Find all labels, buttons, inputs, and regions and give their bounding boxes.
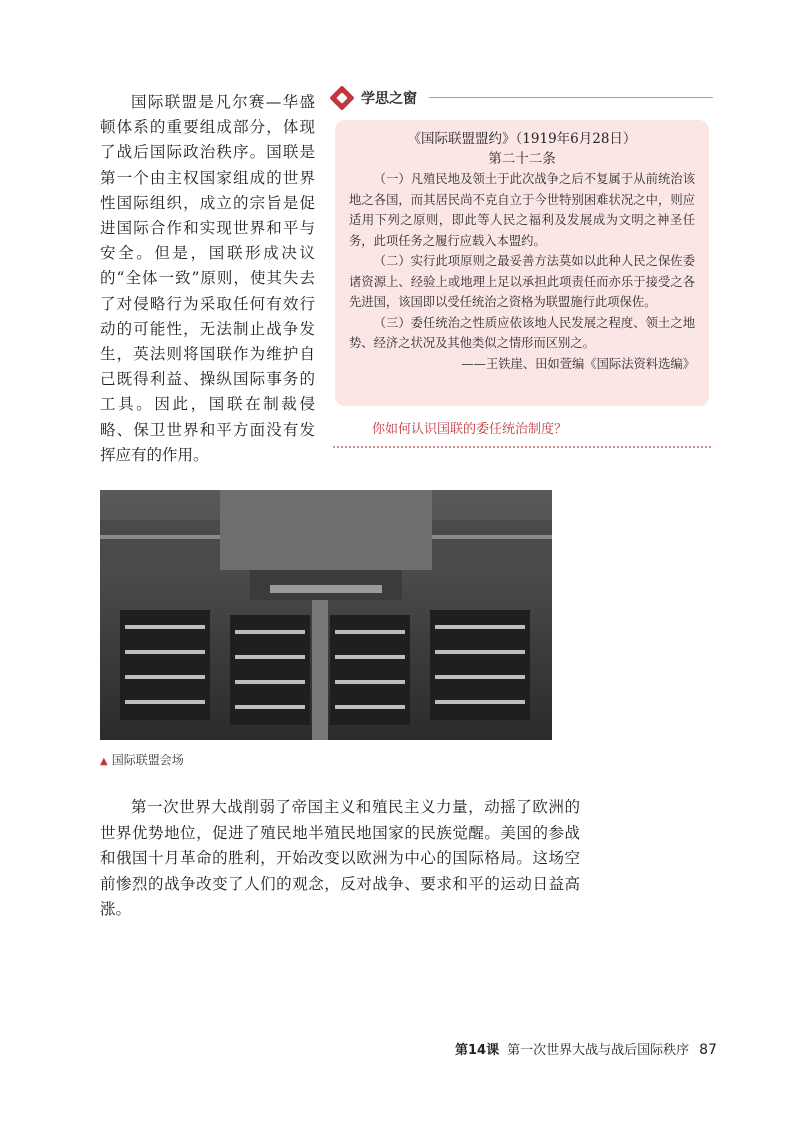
page-number: 87 bbox=[699, 1042, 717, 1058]
assembly-hall-image bbox=[100, 490, 552, 740]
body-paragraph: 第一次世界大战削弱了帝国主义和殖民主义力量，动摇了欧洲的世界优势地位，促进了殖民地半殖民地国家的民族觉醒。美国的参战和俄国十月革命的胜利，开始改变以欧洲为中心的国际格局。这场空前惨烈的战争改变了人们的观念，反对战争、要求和平的运动日益高涨。 bbox=[100, 798, 580, 918]
sidebar-divider bbox=[429, 97, 713, 98]
triangle-marker-icon: ▲ bbox=[100, 756, 108, 767]
lesson-number: 第14课 bbox=[455, 1043, 500, 1058]
sidebar-header bbox=[333, 86, 713, 110]
document-clause-3: （三）委任统治之性质应依该地人民发展之程度、领土之地势、经济之状况及其他类似之情形而区别之。 bbox=[349, 315, 695, 350]
document-excerpt-box bbox=[335, 120, 709, 406]
intro-paragraph: 国际联盟是凡尔赛—华盛顿体系的重要组成部分，体现了战后国际政治秩序。国联是第一个由主权国家组成的世界性国际组织，成立的宗旨是促进国际合作和实现世界和平与安全。但是，国联形成决议的“全体一致”原则，使其失去了对侵略行为采取任何有效行动的可能性，无法制止战争发生，英法则将国联作为维护自己既得利益、操纵国际事务的工具。因此，国联在制裁侵略、保卫世界和平方面没有发挥应有的作用。 bbox=[100, 93, 315, 464]
diamond-icon bbox=[329, 85, 354, 110]
caption-text: 国际联盟会场 bbox=[111, 753, 184, 767]
document-title: 《国际联盟盟约》（1919年6月28日） bbox=[407, 131, 637, 147]
lesson-title: 第一次世界大战与战后国际秩序 bbox=[507, 1043, 690, 1058]
dotted-divider bbox=[333, 446, 711, 448]
sidebar-title: 学思之窗 bbox=[361, 91, 417, 107]
document-source: ——王铁崖、田如萱编《国际法资料选编》 bbox=[461, 356, 695, 371]
page-footer bbox=[455, 1039, 717, 1058]
discussion-question: 你如何认识国联的委任统治制度？ bbox=[372, 422, 568, 437]
league-assembly-photo bbox=[100, 490, 552, 740]
photo-caption bbox=[100, 751, 184, 768]
document-article: 第二十二条 bbox=[488, 151, 556, 167]
document-clause-2: （二）实行此项原则之最妥善方法莫如以此种人民之保佐委诸资源上、经验上或地理上足以承担此项责任而亦乐于接受之各先进国，该国即以受任统治之资格为联盟施行此项保佐。 bbox=[349, 254, 695, 309]
document-clause-1: （一）凡殖民地及领土于此次战争之后不复属于从前统治该地之各国，而其居民尚不克自立于今世特别困难状况之中，则应适用下列之原则，即此等人民之福利及发展成为文明之神圣任务，此项任务之履行应载入本盟约。 bbox=[349, 172, 695, 248]
